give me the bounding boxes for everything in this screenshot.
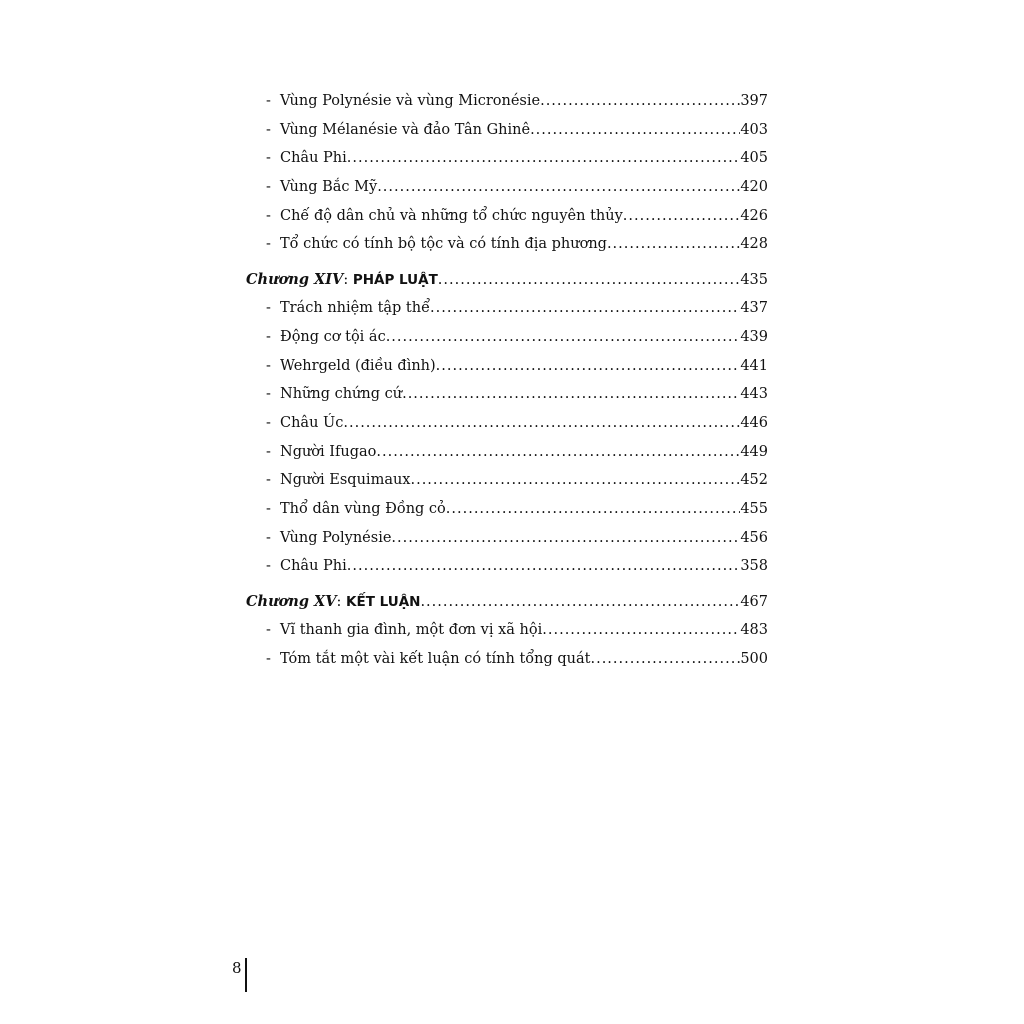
entry-dash: - [266,386,271,403]
entry-page-number: 437 [740,300,768,317]
toc-entry [246,328,768,357]
entry-dash: - [266,150,271,167]
dot-leader [386,328,741,346]
entry-title: Vùng Polynésie và vùng Micronésie [280,93,541,109]
dot-leader [410,471,740,489]
entry-title: Vùng Polynésie [280,529,392,546]
dot-leader [347,149,741,167]
toc-entry [246,385,768,414]
dot-leader [436,357,741,375]
entry-page-number: 358 [740,558,768,575]
entry-dash: - [266,300,271,317]
dot-leader [377,178,740,196]
entry-title: Thổ dân vùng Đồng cỏ [280,500,446,517]
entry-page-number: 456 [740,529,768,546]
page-footer [232,958,247,992]
dot-leader [542,621,740,639]
entry-dash: - [266,93,271,109]
entry-page-number: 455 [740,500,768,517]
chapter-number: Chương XV [246,593,337,610]
dot-leader [530,121,740,139]
dot-leader [623,207,741,225]
entry-title: Chế độ dân chủ và những tổ chức nguyên thủy [280,207,623,224]
entry-dash: - [266,207,271,224]
toc-entry [246,92,768,121]
entry-title: Người Ifugao [280,443,377,460]
toc-entry [246,299,768,328]
entry-title: Động cơ tội ác [280,328,386,345]
entry-title: Tóm tắt một vài kết luận có tính tổng quát [280,650,591,667]
dot-leader [347,557,741,575]
entry-dash: - [266,443,271,460]
dot-leader [590,650,740,668]
entry-page-number: 483 [740,622,768,638]
toc-entry [246,121,768,150]
entry-title: Người Esquimaux [280,472,411,489]
entry-dash: - [266,472,271,489]
entry-dash: - [266,357,271,374]
entry-page-number: 449 [740,443,768,460]
dot-leader [430,299,740,317]
entry-title: Châu Úc [280,414,344,431]
entry-page-number: 441 [740,357,768,374]
toc-entry [246,414,768,443]
toc-entry [246,471,768,500]
entry-dash: - [266,558,271,575]
entry-title: Vĩ thanh gia đình, một đơn vị xã hội [280,622,543,638]
chapter-number: Chương XIV [246,271,344,289]
toc-entry [246,443,768,472]
entry-dash: - [266,328,271,345]
dot-leader [376,443,740,461]
chapter-title: KẾT LUẬN [346,594,421,610]
toc-entry [246,235,768,264]
chapter-title: PHÁP LUẬT [352,272,438,289]
dot-leader [607,235,740,253]
toc-entry [246,529,768,558]
entry-dash: - [266,179,271,196]
entry-page-number: 446 [740,414,768,431]
entry-dash: - [266,622,271,638]
page-number: 8 [232,959,242,977]
chapter-heading-15 [246,593,768,623]
table-of-contents [246,92,768,678]
entry-title: Châu Phi [280,558,347,575]
chapter-page-number: 435 [740,272,768,289]
chapter-heading-14 [246,271,768,301]
entry-title: Vùng Bắc Mỹ [280,179,378,196]
entry-page-number: 426 [740,207,768,224]
toc-entry [246,149,768,178]
toc-entry [246,207,768,236]
entry-dash: - [266,236,271,253]
entry-title: Những chứng cứ [280,386,403,403]
entry-title: Wehrgeld (điều đình) [280,357,436,374]
entry-title: Tổ chức có tính bộ tộc và có tính địa phương [280,236,607,253]
dot-leader [446,500,741,518]
toc-entry [246,650,768,679]
entry-dash: - [266,500,271,517]
toc-entry [246,357,768,386]
chapter-separator: : [336,594,347,610]
toc-entry [246,178,768,207]
entry-dash: - [266,121,271,138]
toc-entry [246,500,768,529]
entry-title: Trách nhiệm tập thể [280,300,431,317]
dot-leader [438,271,741,289]
entry-title: Châu Phi [280,150,347,167]
entry-page-number: 452 [740,472,768,489]
entry-page-number: 428 [740,236,768,253]
chapter-separator: : [343,272,353,289]
folio-rule [245,958,247,992]
entry-page-number: 420 [740,179,768,196]
chapter-page-number: 467 [740,594,768,610]
dot-leader [343,414,740,432]
entry-page-number: 405 [740,150,768,167]
entry-page-number: 500 [740,650,768,667]
entry-dash: - [266,650,271,667]
entry-dash: - [266,529,271,546]
entry-page-number: 443 [740,386,768,403]
entry-page-number: 439 [740,328,768,345]
entry-page-number: 397 [740,93,768,109]
entry-title: Vùng Mélanésie và đảo Tân Ghinê [280,121,531,138]
toc-entry [246,557,768,586]
dot-leader [402,385,740,403]
entry-dash: - [266,414,271,431]
dot-leader [391,529,740,547]
toc-entry [246,621,768,650]
dot-leader [540,92,740,110]
entry-page-number: 403 [740,121,768,138]
dot-leader [420,593,740,611]
